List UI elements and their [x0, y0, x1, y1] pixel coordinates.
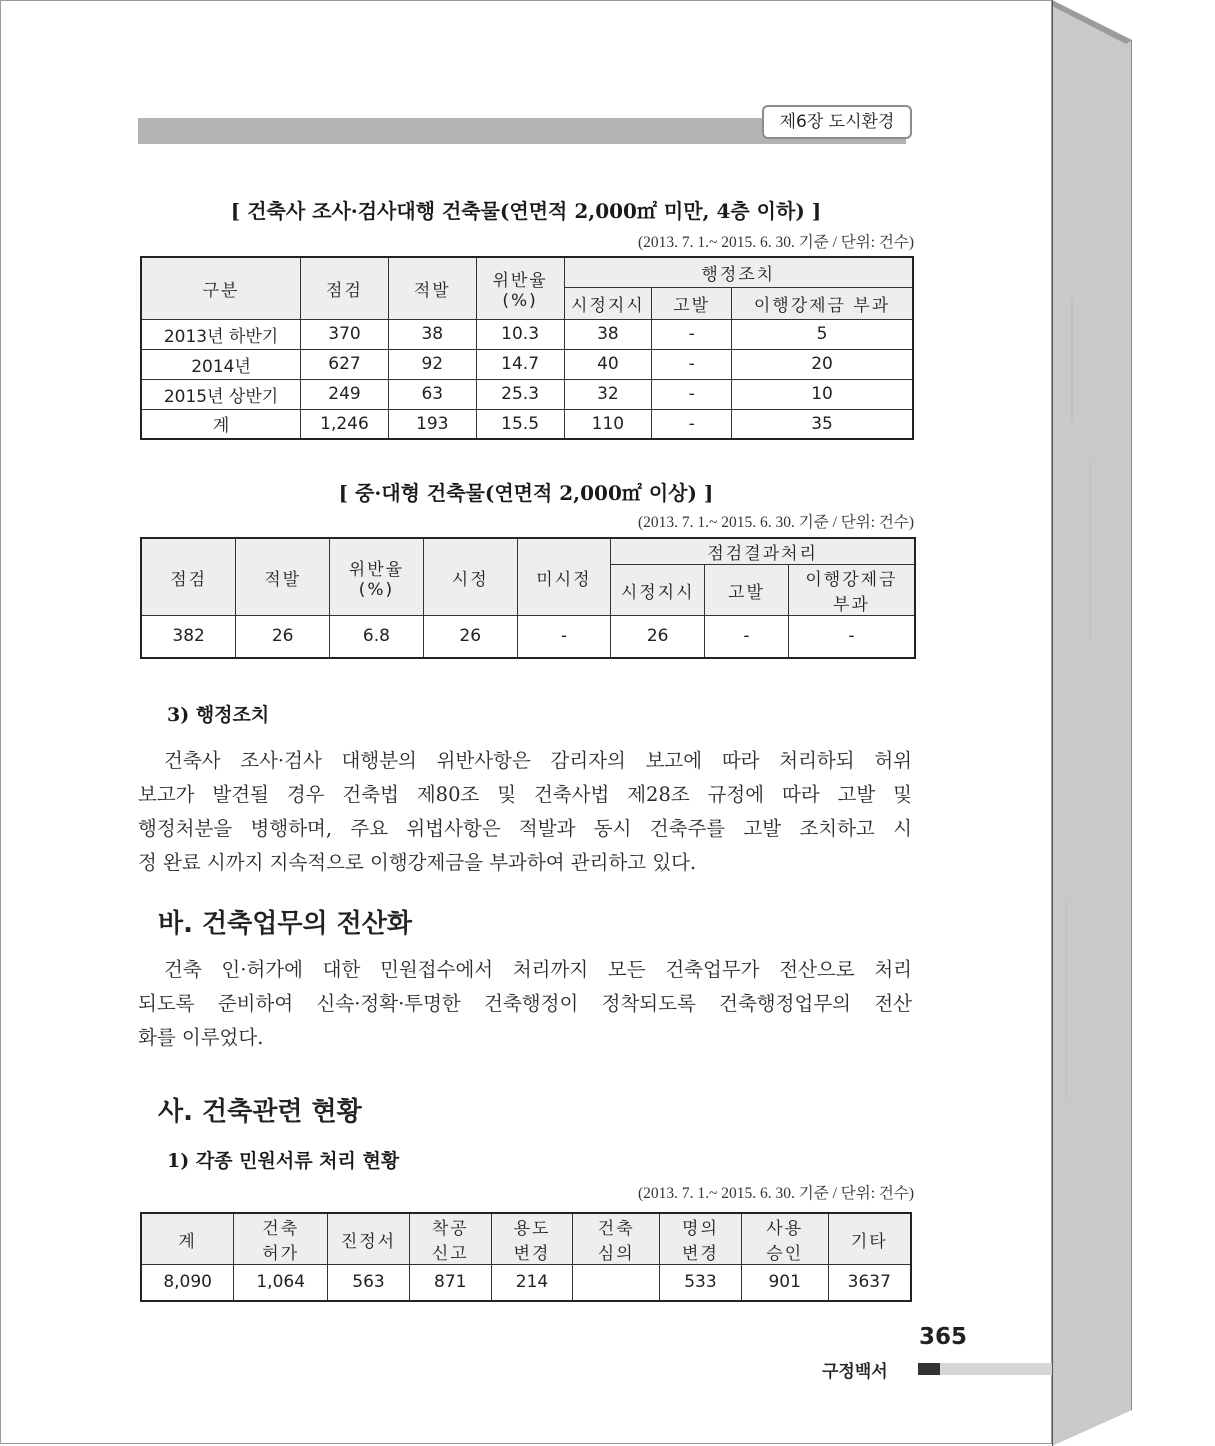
- cell: -: [517, 616, 611, 658]
- table-row: [141, 379, 913, 409]
- cell: 249: [301, 379, 389, 409]
- header-line: 사용: [766, 1219, 804, 1239]
- table1-note: (2013. 7. 1.~ 2015. 6. 30. 기준 / 단위: 건수): [637, 234, 914, 251]
- book-page-edge: [1052, 0, 1132, 1446]
- cell: 40: [564, 349, 652, 379]
- cell: 26: [236, 616, 330, 658]
- header-penalty: 이행강제금 부과: [732, 287, 913, 319]
- table-row: [141, 616, 915, 658]
- cell: 2014년: [141, 349, 301, 379]
- computerization-paragraph: [138, 953, 912, 1055]
- cell: 193: [388, 409, 476, 439]
- cell: 382: [141, 616, 236, 658]
- header-line: 변경: [513, 1244, 551, 1264]
- footer-mark: [918, 1363, 940, 1375]
- header-fix-order: 시정지시: [564, 287, 652, 319]
- header-other: 기타: [828, 1213, 911, 1265]
- header-rate-label: 위반율: [348, 559, 405, 580]
- section-heading-status: 사. 건축관련 현황: [158, 1097, 362, 1127]
- table-row-total: [141, 409, 913, 439]
- section-heading-computerization: 바. 건축업무의 전산화: [158, 909, 413, 939]
- header-start: [409, 1213, 491, 1265]
- table2: [140, 537, 916, 659]
- cell: 110: [564, 409, 652, 439]
- header-accuse: 고발: [705, 565, 789, 616]
- table-row: [141, 1265, 911, 1301]
- table2-caption: [ 중·대형 건축물(연면적 2,000㎡ 이상) ]: [338, 481, 714, 505]
- header-accuse: 고발: [652, 287, 732, 319]
- cell: 627: [301, 349, 389, 379]
- cell: 38: [564, 319, 652, 349]
- table-row: [141, 319, 913, 349]
- cell: 214: [491, 1265, 573, 1301]
- table1-caption: [ 건축사 조사·검사대행 건축물(연면적 2,000㎡ 미만, 4층 이하) ]: [230, 199, 822, 223]
- table3: [140, 1212, 912, 1302]
- header-line: 명의: [682, 1219, 719, 1239]
- paragraph-line: 정 완료 시까지 지속적으로 이행강제금을 부과하여 관리하고 있다.: [138, 851, 697, 874]
- header-rate-unit: (%): [358, 579, 395, 600]
- cell: 26: [611, 616, 705, 658]
- cell: -: [652, 319, 732, 349]
- header-line: 착공: [431, 1219, 469, 1239]
- paragraph-line: 화를 이루었다.: [138, 1026, 264, 1049]
- header-penalty: [788, 565, 915, 616]
- cell: 901: [741, 1265, 828, 1301]
- header-permit: [234, 1213, 328, 1265]
- cell: 38: [388, 319, 476, 349]
- cell: 2015년 상반기: [141, 379, 301, 409]
- page-number: 365: [919, 1324, 968, 1350]
- header-line: 변경: [682, 1244, 719, 1264]
- header-check: 점검: [141, 538, 236, 616]
- table-row: [141, 349, 913, 379]
- header-line: 신고: [431, 1244, 469, 1264]
- header-line: 건축: [262, 1219, 300, 1239]
- header-approval: [741, 1213, 828, 1265]
- cell: 14.7: [476, 349, 564, 379]
- cell: 26: [423, 616, 517, 658]
- cell: 1,246: [301, 409, 389, 439]
- header-rate-unit: (%): [502, 290, 538, 311]
- cell: 370: [301, 319, 389, 349]
- table3-note: (2013. 7. 1.~ 2015. 6. 30. 기준 / 단위: 건수): [637, 1185, 914, 1202]
- cell: -: [652, 409, 732, 439]
- cell: 871: [409, 1265, 491, 1301]
- paragraph-line: 행정처분을 병행하며, 주요 위법사항은 적발과 동시 건축주를 고발 조치하고 시: [138, 817, 912, 840]
- header-review: [573, 1213, 660, 1265]
- cell: 35: [732, 409, 913, 439]
- cell: 6.8: [330, 616, 424, 658]
- section-heading-admin: 3) 행정조치: [167, 704, 270, 726]
- cell: 10.3: [476, 319, 564, 349]
- cell: -: [652, 349, 732, 379]
- cell: 3637: [828, 1265, 911, 1301]
- paragraph-line: 되도록 준비하여 신속·정확·투명한 건축행정이 정착되도록 건축행정업무의 전산: [138, 992, 912, 1015]
- header-line: 허가: [262, 1244, 300, 1264]
- header-unfixed: 미시정: [517, 538, 611, 616]
- header-admin: 행정조치: [564, 257, 913, 287]
- cell: 8,090: [141, 1265, 234, 1301]
- header-total: 계: [141, 1213, 234, 1265]
- cell: 92: [388, 349, 476, 379]
- paragraph-line: 건축 인·허가에 대한 민원접수에서 처리까지 모든 건축업무가 전산으로 처리: [164, 958, 912, 981]
- header-result: 점검결과처리: [611, 538, 915, 565]
- cell: 10: [732, 379, 913, 409]
- chapter-label: 제6장 도시환경: [762, 105, 912, 139]
- cell: 계: [141, 409, 301, 439]
- cell: 563: [328, 1265, 410, 1301]
- header-line: 승인: [766, 1244, 804, 1264]
- cell: 32: [564, 379, 652, 409]
- cell: [573, 1265, 660, 1301]
- header-found: 적발: [388, 257, 476, 319]
- table2-note: (2013. 7. 1.~ 2015. 6. 30. 기준 / 단위: 건수): [637, 514, 914, 531]
- header-penalty-line1: 이행강제금: [805, 570, 898, 590]
- cell: 25.3: [476, 379, 564, 409]
- header-fixed: 시정: [423, 538, 517, 616]
- cell: 5: [732, 319, 913, 349]
- header-rate-label: 위반율: [492, 270, 548, 291]
- header-check: 점검: [301, 257, 389, 319]
- cell: 533: [660, 1265, 742, 1301]
- header-petition: 진정서: [328, 1213, 410, 1265]
- header-usage: [491, 1213, 573, 1265]
- header-rate: [476, 257, 564, 319]
- cell: 1,064: [234, 1265, 328, 1301]
- header-fix-order: 시정지시: [611, 565, 705, 616]
- paragraph-line: 보고가 발견될 경우 건축법 제80조 및 건축사법 제28조 규정에 따라 고발 및: [138, 783, 912, 806]
- cell: -: [788, 616, 915, 658]
- header-found: 적발: [236, 538, 330, 616]
- cell: 2013년 하반기: [141, 319, 301, 349]
- cell: -: [652, 379, 732, 409]
- cell: 63: [388, 379, 476, 409]
- subsection-heading-civil: 1) 각종 민원서류 처리 현황: [167, 1150, 400, 1172]
- header-line: 건축: [597, 1219, 635, 1239]
- header-owner-change: [660, 1213, 742, 1265]
- cell: 20: [732, 349, 913, 379]
- admin-paragraph: [138, 744, 912, 880]
- header-rate: [330, 538, 424, 616]
- table1: [140, 256, 914, 440]
- header-line: 용도: [513, 1219, 551, 1239]
- cell: 15.5: [476, 409, 564, 439]
- footer-title: 구정백서: [822, 1362, 888, 1382]
- header-gubun: 구분: [141, 257, 301, 319]
- header-penalty-line2: 부과: [832, 595, 870, 615]
- cell: -: [705, 616, 789, 658]
- paragraph-line: 건축사 조사·검사 대행분의 위반사항은 감리자의 보고에 따라 처리하되 허위: [164, 749, 912, 772]
- header-line: 심의: [597, 1244, 635, 1264]
